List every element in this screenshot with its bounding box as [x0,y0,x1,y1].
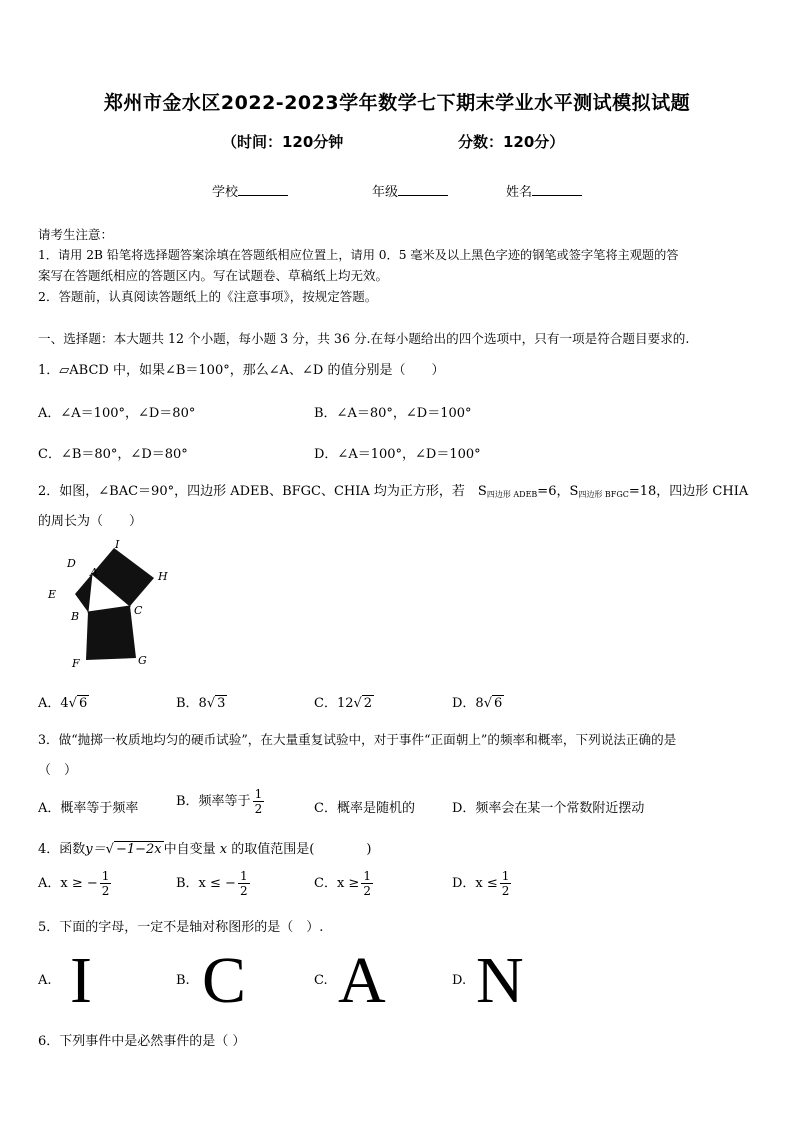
q2-stem-mid: =6，S [537,484,579,499]
q2-a-rad: 6 [78,696,88,711]
q4-var: x [219,842,228,857]
q4-stem-b: 中自变量 [163,842,216,857]
sqrt-icon: √ 3 [206,696,226,711]
q2-option-d[interactable] [452,692,504,711]
q2-b-rad: 3 [217,696,226,711]
notice-item-1-line-1: 1．请用 2B 铅笔将选择题答案涂填在答题纸相应位置上，请用 0．5 毫米及以上黑色字迹的钢笔或签字笔将主观题的答 [38,248,679,262]
q4-option-c[interactable] [314,869,375,898]
q2-c-rad: 2 [363,696,373,711]
q5-option-c-letter: A [338,944,386,1017]
q4-c-text: C．x ≥ [314,876,360,891]
q4-a-text: A．x ≥ − [38,876,98,891]
q5-option-a-letter: I [70,944,92,1017]
q3-option-a[interactable]: A．概率等于频率 [38,801,139,816]
q4-option-d[interactable] [452,869,513,898]
label-a: A [90,566,98,579]
q4-b-fraction: $\frac{1}{2}$ [239,869,248,898]
q3-b-fraction: $\frac{1}{2}$ [254,787,263,816]
q4-b-text: B．x ≤ − [176,876,236,891]
q1-option-c[interactable]: C．∠B＝80°，∠D＝80° [38,447,188,462]
grade-label: 年级 [372,185,399,200]
q4-radicand: −1−2x [115,842,162,857]
q2-stem-line-1 [38,480,748,500]
notice-heading: 请考生注意： [38,227,114,242]
page-title: 郑州市金水区2022-2023学年数学七下期末学业水平测试模拟试题 [103,92,691,114]
section-1-heading: 一、选择题：本大题共 12 个小题，每小题 3 分，共 36 分.在每小题给出的四个选项中，只有一项是符合题目要求的. [38,331,690,346]
q2-c-coef: C．12 [314,696,354,711]
grade-field[interactable] [372,181,448,200]
q5-option-b-label[interactable]: B. [176,973,190,988]
q2-sub-adeb: 四边形 ADEB [486,490,538,499]
q2-option-c[interactable] [314,692,374,711]
q3-stem-line-2: （ ） [38,763,78,778]
q3-b-text: B．频率等于 [176,794,251,809]
sqrt-icon: √ 6 [483,696,503,711]
q4-stem-a: 4．函数 [38,842,86,857]
q3-option-b[interactable] [176,787,266,816]
q2-option-b[interactable] [176,692,227,711]
q4-option-a[interactable] [38,869,113,898]
q4-option-b[interactable] [176,869,252,898]
exam-score: 分数：120分） [458,133,565,151]
q5-stem: 5．下面的字母，一定不是轴对称图形的是（ ）. [38,920,324,935]
notice-item-1-line-2: 案写在答题纸相应的答题区内。写在试题卷、草稿纸上均无效。 [38,268,389,283]
q1-stem: 1．▱ABCD 中，如果∠B＝100°，那么∠A、∠D 的值分别是（ ） [38,363,445,378]
label-e: E [48,588,57,601]
q5-option-d-letter: N [476,944,524,1017]
label-i: I [115,538,120,551]
school-label: 学校 [212,185,239,200]
q3-option-c[interactable]: C．概率是随机的 [314,801,415,816]
q4-stem-c: 的取值范围是( ) [231,842,372,857]
q3-option-d[interactable]: D．频率会在某一个常数附近摆动 [452,801,645,816]
q1-option-d[interactable]: D．∠A＝100°，∠D＝100° [314,447,481,462]
name-field[interactable] [506,181,582,200]
q6-stem: 6．下列事件中是必然事件的是（ ） [38,1034,246,1049]
label-d: D [67,557,76,570]
q2-squares-figure [40,536,180,671]
q5-option-a-label[interactable]: A. [38,973,52,988]
sqrt-icon: √ 2 [353,696,373,711]
q4-func: y＝ [85,842,106,857]
q1-option-a[interactable]: A．∠A＝100°，∠D＝80° [38,406,196,421]
q4-d-text: D．x ≤ [452,876,498,891]
q4-d-fraction: $\frac{1}{2}$ [501,869,510,898]
sqrt-icon: √ −1−2x [105,842,162,857]
q4-a-fraction: $\frac{1}{2}$ [101,869,110,898]
q2-b-coef: B．8 [176,696,207,711]
q4-c-fraction: $\frac{1}{2}$ [363,869,371,898]
q2-d-rad: 6 [494,696,503,711]
q5-option-b-letter: C [202,944,247,1017]
q2-stem-line-2: 的周长为（ ） [38,514,143,529]
label-f: F [72,657,80,670]
q2-stem-b: =18，四边形 CHIA [628,484,749,499]
q1-option-b[interactable]: B．∠A＝80°，∠D＝100° [314,406,472,421]
name-label: 姓名 [506,185,533,200]
label-c: C [134,604,143,617]
label-b: B [71,610,80,623]
notice-item-2: 2．答题前，认真阅读答题纸上的《注意事项》，按规定答题。 [38,289,378,304]
q3-stem-line-1: 3．做“抛掷一枚质地均匀的硬币试验”，在大量重复试验中，对于事件“正面朝上”的频率和概率，下列说法正确的是 [38,732,677,747]
square-bfgc [86,606,136,660]
q4-stem [38,838,371,857]
school-field[interactable] [212,181,288,200]
q2-d-coef: D．8 [452,696,484,711]
q5-option-c-label[interactable]: C. [314,973,328,988]
q2-sub-bfgc: 四边形 BFGC [578,490,629,499]
q2-stem-a: 2．如图，∠BAC＝90°，四边形 ADEB、BFGC、CHIA 均为正方形，若 S [38,484,487,499]
q2-option-a[interactable] [38,692,89,711]
sqrt-icon: √ 6 [68,696,88,711]
exam-time: （时间：120分钟 [222,133,344,151]
q5-option-d-label[interactable]: D. [452,973,467,988]
q2-a-coef: A．4 [38,696,69,711]
label-h: H [158,570,168,583]
label-g: G [138,654,147,667]
